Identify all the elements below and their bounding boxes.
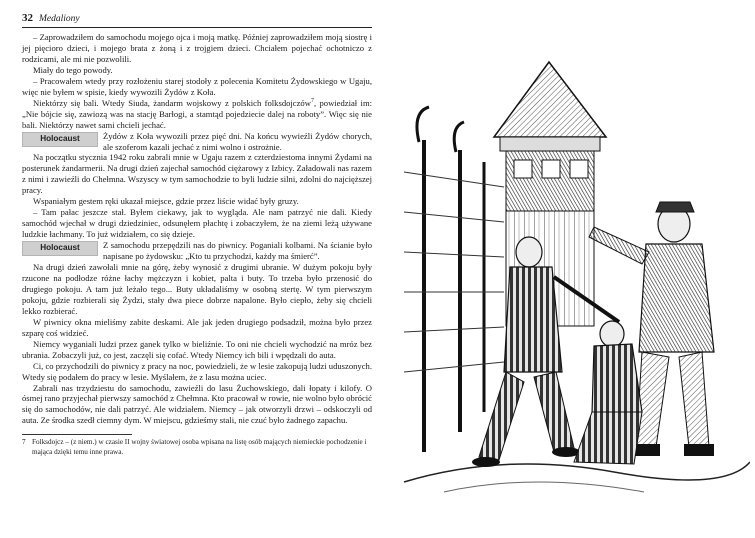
page-number: 32 xyxy=(22,12,33,24)
body-text xyxy=(22,32,372,426)
paragraph: Niektórzy się bali. Wtedy Siuda, żandarm wojskowy z polskich folksdojczów$^7$, powiedział im: „Nie bójcie się, zawiozą was na stację Barłogi, a stamtąd pojedziecie dalej na roboty”. Więc się nie bali. Niektórzy nawet sami chcieli jechać. xyxy=(22,97,373,130)
running-head xyxy=(22,12,372,28)
paragraph: Ci, co przychodzili do piwnicy z pracy na noc, powiedzieli, że w lesie zakopują ludzi uduszonych. Wtedy się podałem do pracy w lesie. Myślałem, że z lasu można uciec. xyxy=(22,360,372,382)
paragraph: W piwnicy okna mieliśmy zabite deskami. Ale jak jeden drugiego podsadził, można było przez szparę coś widzieć. xyxy=(22,316,372,338)
right-page xyxy=(384,12,750,528)
kneeling-prisoner xyxy=(574,321,642,464)
paragraph-text: powiedział im: „Nie bójcie się, zawiozą was na stację Barłogi, a stamtąd pojedziecie dalej na roboty”. Więc się nie bali. Niektórzy nawet sami chcieli jechać. xyxy=(22,97,373,130)
paragraph-text: Niektórzy się bali. Wtedy Siuda, żandarm wojskowy z polskich folksdojczów xyxy=(33,97,311,108)
paragraph: – Zaprowadziłem do samochodu mojego ojca i moją matkę. Później zaprowadziłem moją siostrę i jej pięcioro dzieci, i mojego brata z żoną i z trojgiem dzieci. Chciałem pojechać ochotniczo z rodzicami, ale mi nie pozwolili. xyxy=(22,32,372,64)
ground-shadow xyxy=(444,482,644,492)
paragraph: Na początku stycznia 1942 roku zabrali mnie w Ugaju razem z czterdziestoma innymi Żydami na posterunek żandarmerii. Na drugi dzień zajechał samochód ciężarowy z Izbicy. Załadowali nas razem z nimi i zawieźli do Chełmna. Wszyscy w tym samochodzie to byli ludzie silni, zdolni do najcięższej pracy. xyxy=(22,152,372,196)
footnote-reference[interactable]: 7 xyxy=(310,97,314,104)
footnote-mark: 7 xyxy=(22,438,26,447)
paragraph: Żydów z Koła wywozili przez pięć dni. Na końcu wywieźli Żydów chorych, ale szoferom kazali jechać z nimi wolno i ostrożnie. xyxy=(103,130,372,152)
ground-line xyxy=(404,462,750,482)
footnote xyxy=(22,438,372,456)
left-page xyxy=(22,12,372,528)
paragraph: Na drugi dzień zawołali mnie na górę, żeby wynosić z drugimi ubranie. W dużym pokoju były rzucone na podłodze różne łachy mężczyzn i kobiet, palta i buty. To trzeba było przenosić do drugiego pokoju. A tam już leżało tego... Buty układaliśmy w osobną stertę. W tym pierwszym pokoju, gdzie rozbierali się Żydzi, stały dwa piece dobrze napalone. Było ciepło, żeby się chcieli lekko rozbierać. xyxy=(22,262,372,316)
paragraph: – Tam pałac jeszcze stał. Byłem ciekawy, jak to wygląda. Ale nam patrzyć nie dali. Kiedy samochód wjechał w drugi dziedziniec, odsunęłem płachtę i zobaczyłem, że na ziemi leżą używane ludzkie łachmany. To już widziałem, co się dzieje. xyxy=(22,207,372,240)
camp-illustration xyxy=(384,52,750,512)
paragraph: Zabrali nas trzydziestu do samochodu, zawieźli do lasu Żuchowskiego, dali łopaty i kilofy. O ósmej rano przyjechał pierwszy samochód z Chełmna. Kto pracował w rowie, nie wolno było obrócić się do samochodów, nie dali patrzyć. Ale widziałem. Niemcy – jak otworzyli drzwi – odskoczyli od auta. Ze środka szedł ciemny dym. W miejscu, gdzieśmy stali, nie czuć było żadnego zapachu. xyxy=(22,382,372,426)
paragraph: Wspaniałym gestem ręki ukazał miejsce, gdzie przez liście widać były gruzy. xyxy=(33,196,299,207)
paragraph: Miały do tego powody. xyxy=(33,64,113,75)
holocaust-note xyxy=(22,131,372,153)
holocaust-tag: Holocaust xyxy=(22,132,98,147)
holocaust-tag: Holocaust xyxy=(22,241,98,256)
barbed-wire-fence xyxy=(404,107,504,452)
footnote-divider xyxy=(22,434,132,435)
paragraph: – Pracowałem wtedy przy rozłożeniu starej stodoły z polecenia Komitetu Żydowskiego w Ugaju, więc nie byłem w spisie, kiedy wywozili Żydów z Koła. xyxy=(22,75,372,97)
holocaust-note xyxy=(22,240,372,262)
footnote-text: Folksdojcz – (z niem.) w czasie II wojny światowej osoba wpisana na listę osób mających niemieckie pochodzenie i mająca dzięki temu inne prawa. xyxy=(32,438,367,456)
section-title: Medaliony xyxy=(39,14,80,24)
paragraph: Niemcy wyganiali ludzi przez ganek tylko w bieliźnie. To oni nie chcieli wychodzić na mróz bez ubrania. Zobaczyli już, co jest, zaczęli się cofać. Wtedy Niemcy ich bili i wpędzali do auta. xyxy=(22,338,372,360)
paragraph: Z samochodu przepędzili nas do piwnicy. Poganiali kolbami. Na ścianie było napisane po żydowsku: „Kto tu przychodzi, każdy ma śmierć”. xyxy=(103,240,372,262)
